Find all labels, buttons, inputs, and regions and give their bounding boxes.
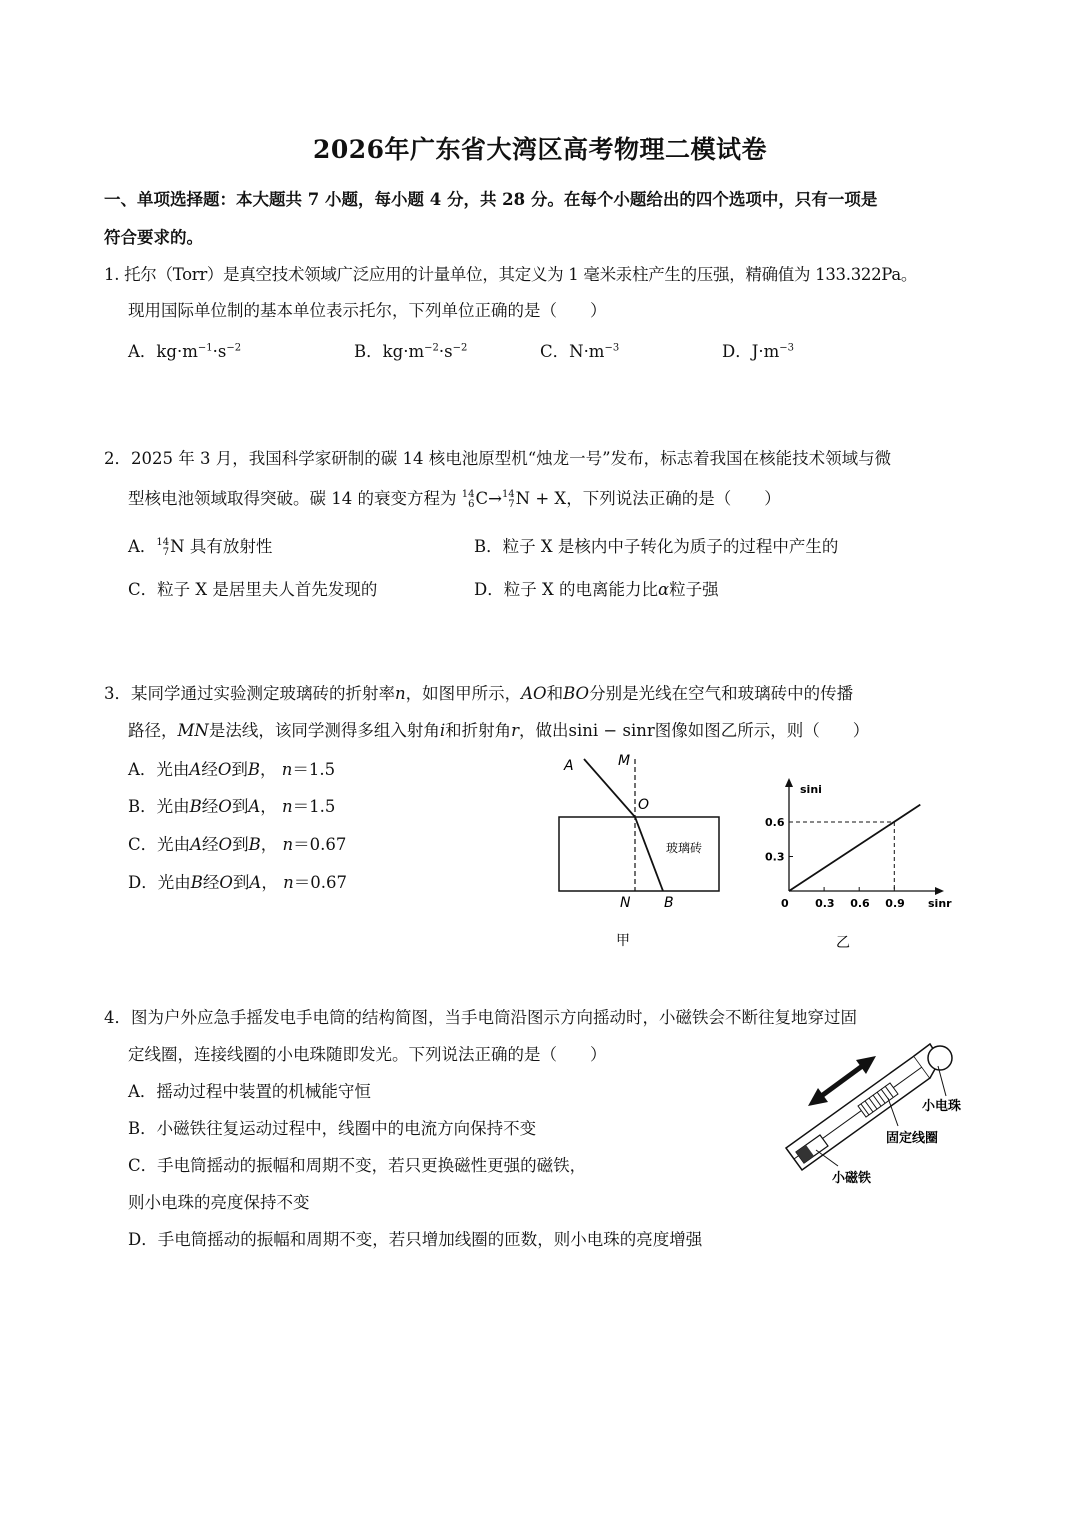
q2-option-a: A． 14 7 N 具有放射性 [128, 536, 273, 558]
q3-option-d: D．光由B经O到A， n＝0.67 [128, 873, 347, 892]
data-line [789, 805, 920, 891]
caption-jia: 甲 [616, 933, 630, 949]
q2-option-b: B．粒子 X 是核内中子转化为质子的过程中产生的 [474, 537, 839, 556]
q4-option-c-line1: C．手电筒摇动的振幅和周期不变，若只更换磁性更强的磁铁， [128, 1156, 587, 1175]
label-o: O [638, 797, 650, 813]
figure-yi-chart [760, 775, 990, 955]
label-coil: 固定线圈 [886, 1131, 939, 1146]
label-magnet: 小磁铁 [832, 1171, 872, 1186]
bulb-icon [928, 1046, 952, 1070]
y-tick-label-1: 0.3 [765, 850, 785, 864]
q4-option-a: A．摇动过程中装置的机械能守恒 [128, 1082, 371, 1101]
caption-yi: 乙 [836, 935, 850, 951]
figure-flashlight [780, 1030, 990, 1190]
label-glass: 玻璃砖 [666, 841, 703, 855]
x-tick-label-1: 0.3 [815, 897, 835, 910]
q1-stem-line2: 现用国际单位制的基本单位表示托尔，下列单位正确的是（ ） [128, 301, 607, 320]
label-a: A [564, 758, 574, 774]
nitrogen-14-nuclide: 14 7 N [501, 488, 531, 510]
label-b: B [664, 895, 674, 911]
q2-option-c: C．粒子 X 是居里夫人首先发现的 [128, 580, 378, 599]
q3-option-b: B．光由B经O到A， n＝1.5 [128, 797, 336, 816]
q4-stem-line2: 定线圈，连接线圈的小电珠随即发光。下列说法正确的是（ ） [128, 1045, 607, 1064]
x-tick-label-2: 0.6 [850, 897, 870, 910]
label-n: N [620, 895, 631, 911]
q1-option-c: C．$N\cdot m^{-3}$ [540, 342, 620, 361]
label-bulb: 小电珠 [922, 1099, 962, 1114]
x-tick-label-3: 0.9 [885, 897, 905, 910]
carbon-14-nuclide: 14 6 C [461, 488, 489, 510]
q4-option-d: D．手电筒摇动的振幅和周期不变，若只增加线圈的匝数，则小电珠的亮度增强 [128, 1230, 703, 1249]
y-axis-arrow-icon [785, 778, 793, 787]
q4-option-b: B．小磁铁往复运动过程中，线圈中的电流方向保持不变 [128, 1119, 537, 1138]
q1-option-d: D．$J\cdot m^{-3}$ [722, 342, 794, 361]
section-heading-line2: 符合要求的。 [104, 228, 203, 247]
x-axis-label: sinr [928, 897, 952, 910]
figure-jia-refraction [550, 745, 740, 955]
page-title: 2026年广东省大湾区高考物理二模试卷 [312, 135, 768, 164]
q2-option-d: D．粒子 X 的电离能力比α粒子强 [474, 580, 719, 599]
label-m: M [618, 753, 631, 769]
section-heading-line1: 一、单项选择题：本大题共 7 小题，每小题 4 分，共 28 分。在每个小题给出的四个选项中，只有一项是 [104, 190, 878, 209]
x-tick-0: 0 [781, 897, 789, 910]
q1-stem-line1: 1. 托尔（Torr）是真空技术领域广泛应用的计量单位，其定义为 1 毫米汞柱产生的压强，精确值为 133.322Pa。 [104, 265, 918, 284]
q4-option-c-line2: 则小电珠的亮度保持不变 [128, 1193, 310, 1212]
x-axis-arrow-icon [935, 887, 944, 895]
q3-option-a: A．光由A经O到B， n＝1.5 [128, 760, 336, 779]
q3-option-c: C．光由A经O到B， n＝0.67 [128, 835, 347, 854]
refracted-ray-ob [635, 817, 663, 891]
q3-stem-line2: 路径，MN是法线，该同学测得多组入射角i和折射角r，做出sini − sinr图像如图乙所示，则（ ） [128, 721, 870, 740]
y-tick-label-2: 0.6 [765, 816, 785, 829]
y-axis-label: sini [800, 783, 822, 796]
q1-option-a: A．$kg\cdot m^{-1}\cdot s^{-2}$ [128, 342, 242, 361]
q3-stem-line1: 3．某同学通过实验测定玻璃砖的折射率n，如图甲所示，AO和BO分别是光线在空气和玻璃砖中的传播 [104, 684, 854, 703]
q4-stem-line1: 4．图为户外应急手摇发电手电筒的结构简图，当手电筒沿图示方向摇动时，小磁铁会不断往复地穿过固 [104, 1008, 857, 1027]
q2-stem-line1: 2．2025 年 3 月，我国科学家研制的碳 14 核电池原型机“烛龙一号”发布，标志着我国在核能技术领域与微 [104, 449, 892, 468]
q2-stem-line2: 型核电池领域取得突破。碳 14 的衰变方程为 14 6 C→ 14 7 N + X，下列说法正确的是（ ） [128, 488, 781, 510]
q1-option-b: B．$kg\cdot m^{-2}\cdot s^{-2}$ [354, 342, 468, 361]
